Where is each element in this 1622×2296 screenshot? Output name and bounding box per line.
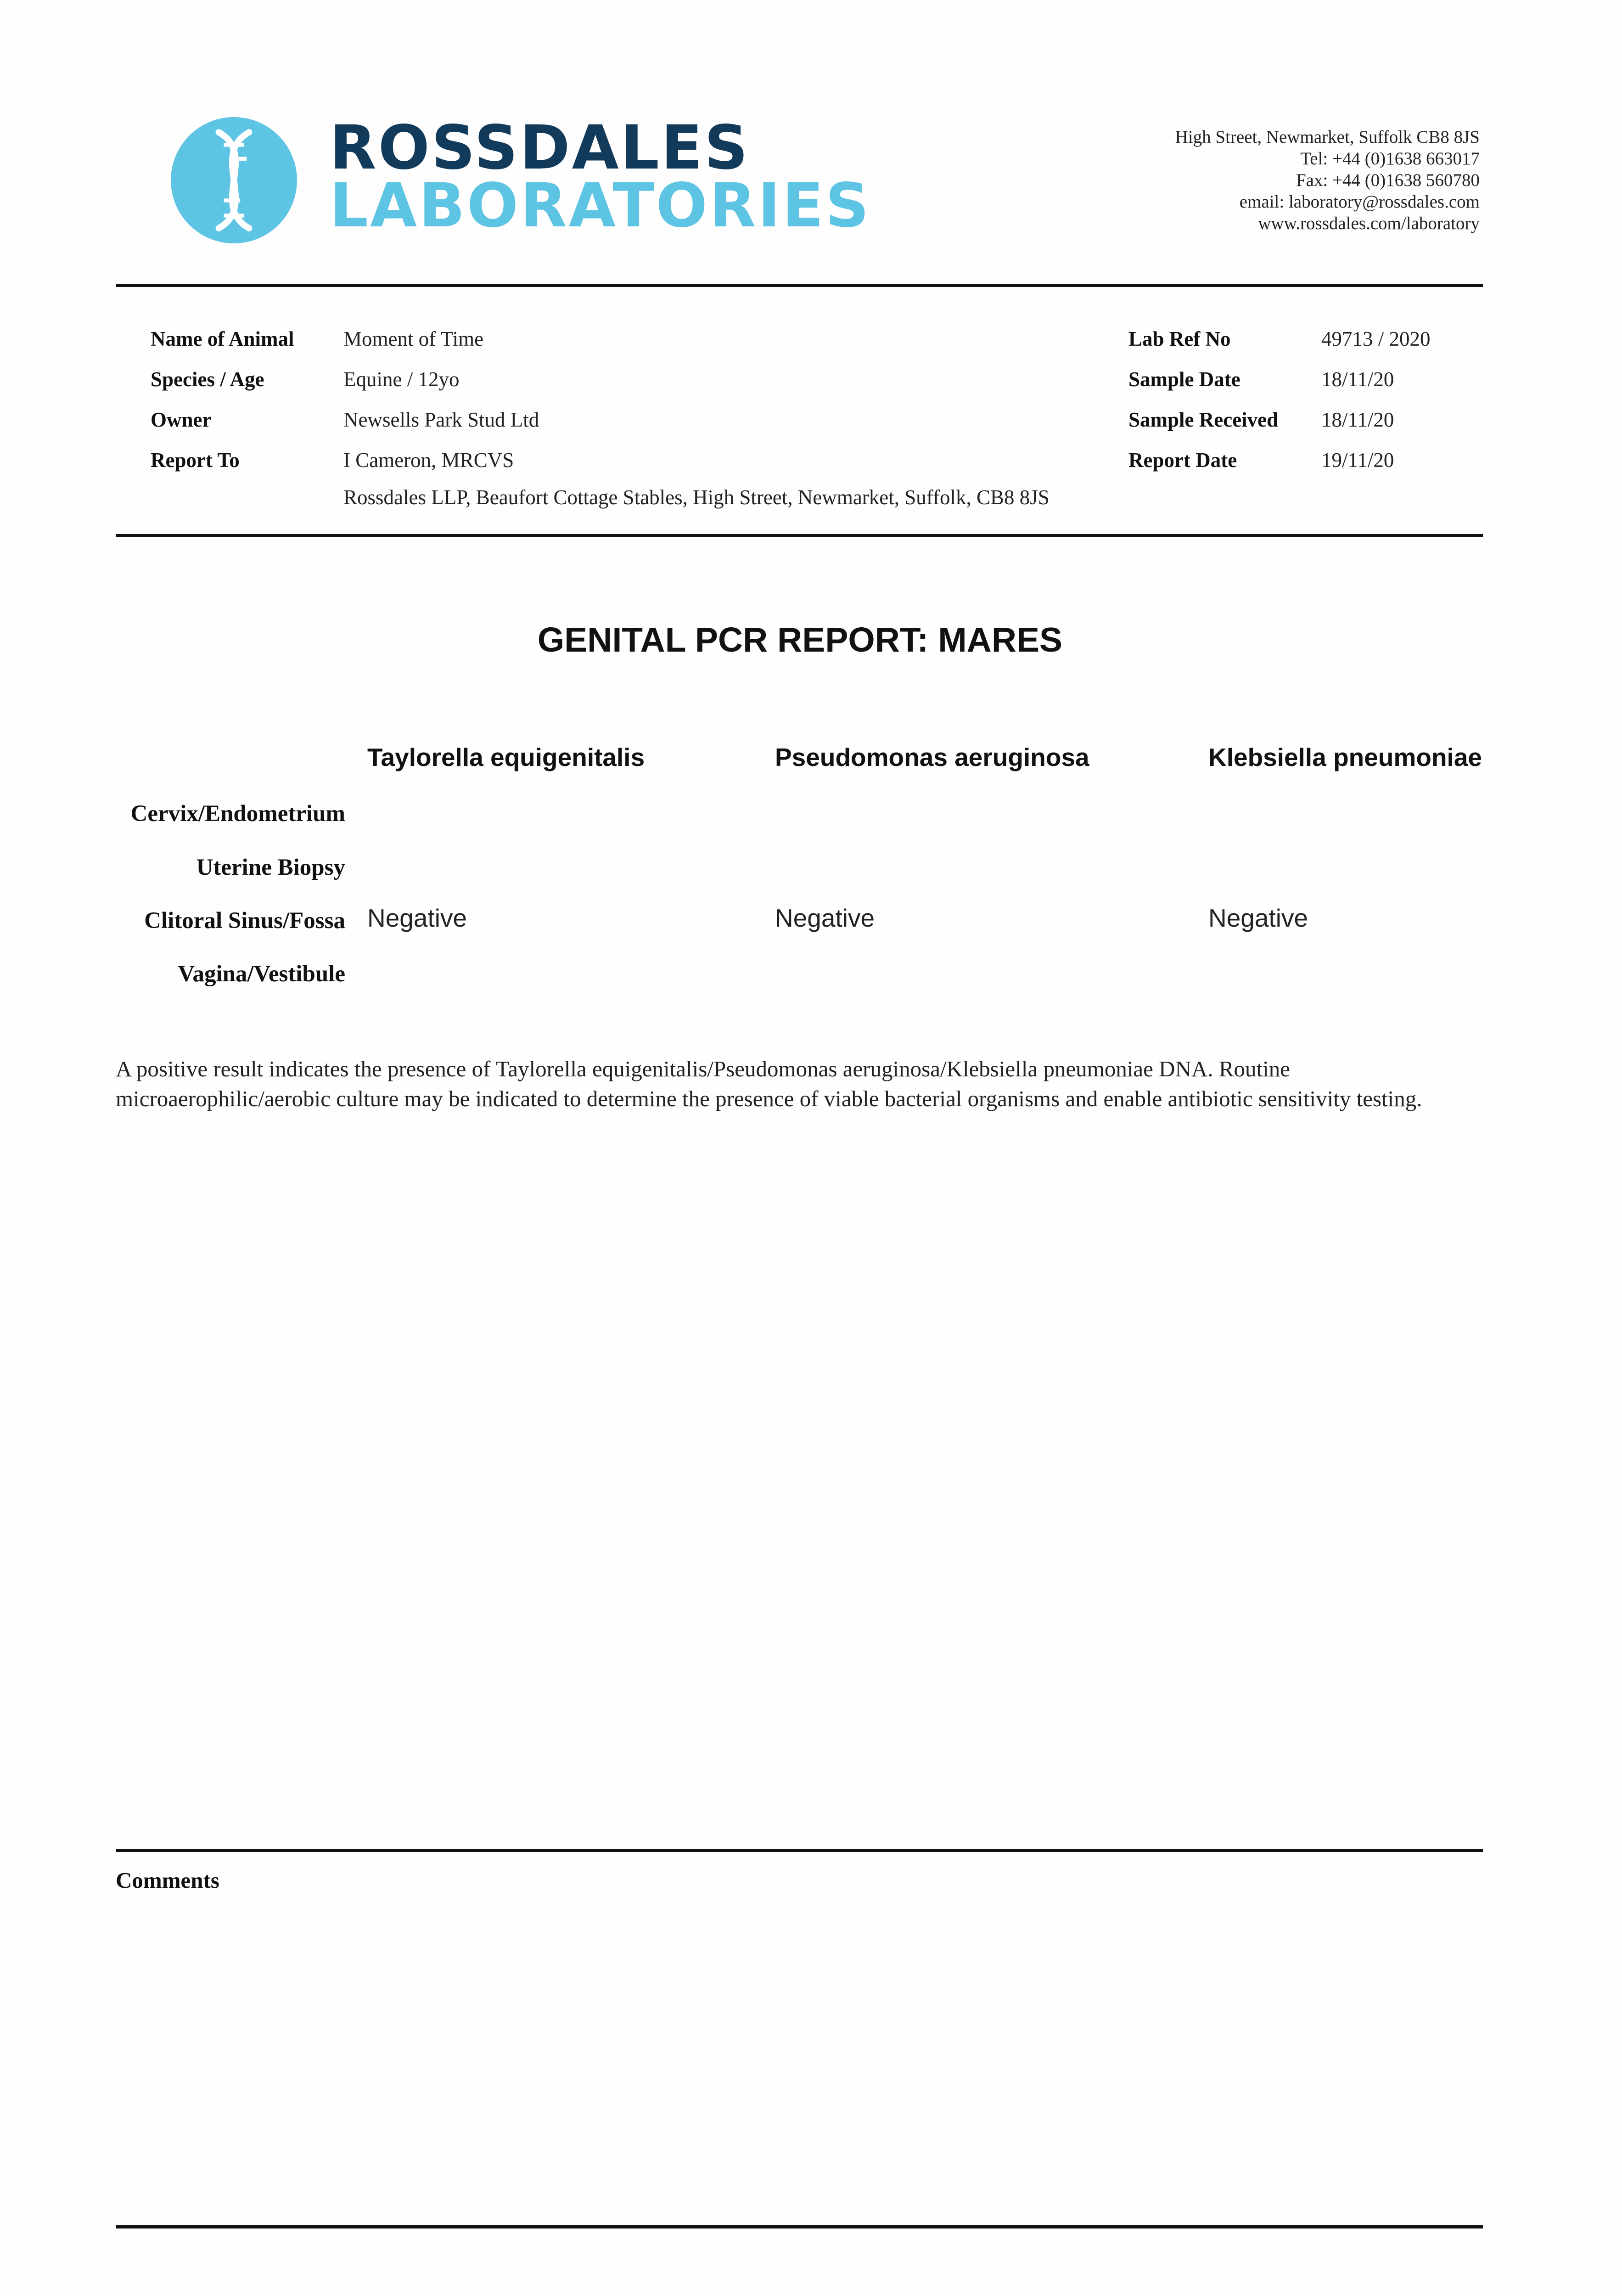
contact-email: email: laboratory@rossdales.com <box>1239 192 1480 212</box>
contact-tel: Tel: +44 (0)1638 663017 <box>1300 149 1480 169</box>
contact-web: www.rossdales.com/laboratory <box>1258 214 1480 233</box>
row-label-clitoral-sinus-fossa: Clitoral Sinus/Fossa <box>144 908 345 934</box>
contact-fax: Fax: +44 (0)1638 560780 <box>1296 170 1480 190</box>
label-species-age: Species / Age <box>151 368 264 391</box>
value-lab-ref: 49713 / 2020 <box>1321 327 1431 350</box>
value-report-date: 19/11/20 <box>1321 449 1394 472</box>
interpretation-note: A positive result indicates the presence of Taylorella equigenitalis/Pseudomonas aeruginosa/Klebsiella pneumoniae DNA. Routine microaerophilic/aerobic culture may be indicated to determine the presence of viable bacterial organisms and enable antibiotic sensitivity testing. <box>116 1056 1422 1111</box>
header-divider <box>116 284 1483 287</box>
row-label-uterine-biopsy: Uterine Biopsy <box>196 855 345 880</box>
contact-address: High Street, Newmarket, Suffolk CB8 8JS <box>1175 127 1480 147</box>
label-owner: Owner <box>151 408 212 431</box>
row-label-cervix-endometrium: Cervix/Endometrium <box>130 801 345 827</box>
label-sample-received: Sample Received <box>1128 408 1279 431</box>
details-divider <box>116 534 1483 537</box>
result-clitoral-pseudomonas: Negative <box>775 904 875 932</box>
label-lab-ref: Lab Ref No <box>1128 327 1231 350</box>
value-owner: Newsells Park Stud Ltd <box>343 408 539 431</box>
label-report-to: Report To <box>151 449 240 472</box>
value-name-of-animal: Moment of Time <box>343 327 484 350</box>
brand-subtitle: LABORATORIES <box>330 170 871 241</box>
column-header-taylorella: Taylorella equigenitalis <box>367 743 645 771</box>
footer-divider <box>116 2225 1483 2228</box>
row-label-vagina-vestibule: Vagina/Vestibule <box>178 961 345 987</box>
value-species-age: Equine / 12yo <box>343 368 460 391</box>
result-clitoral-klebsiella: Negative <box>1208 904 1308 932</box>
value-report-to-address: Rossdales LLP, Beaufort Cottage Stables, High Street, Newmarket, Suffolk, CB8 8JS <box>343 486 1050 509</box>
contact-block <box>1175 126 1480 234</box>
label-name-of-animal: Name of Animal <box>151 327 294 350</box>
label-report-date: Report Date <box>1128 449 1237 472</box>
value-report-to: I Cameron, MRCVS <box>343 449 514 472</box>
value-sample-received: 18/11/20 <box>1321 408 1394 431</box>
result-clitoral-taylorella: Negative <box>367 904 467 932</box>
column-header-klebsiella: Klebsiella pneumoniae <box>1208 743 1482 771</box>
report-title: GENITAL PCR REPORT: MARES <box>537 620 1063 659</box>
label-sample-date: Sample Date <box>1128 368 1240 391</box>
logo <box>171 117 297 243</box>
comments-label: Comments <box>116 1868 219 1893</box>
column-header-pseudomonas: Pseudomonas aeruginosa <box>775 743 1089 771</box>
value-sample-date: 18/11/20 <box>1321 368 1394 391</box>
comments-divider <box>116 1849 1483 1852</box>
dna-helix-icon <box>171 117 297 243</box>
brand-name: ROSSDALES <box>330 113 750 183</box>
